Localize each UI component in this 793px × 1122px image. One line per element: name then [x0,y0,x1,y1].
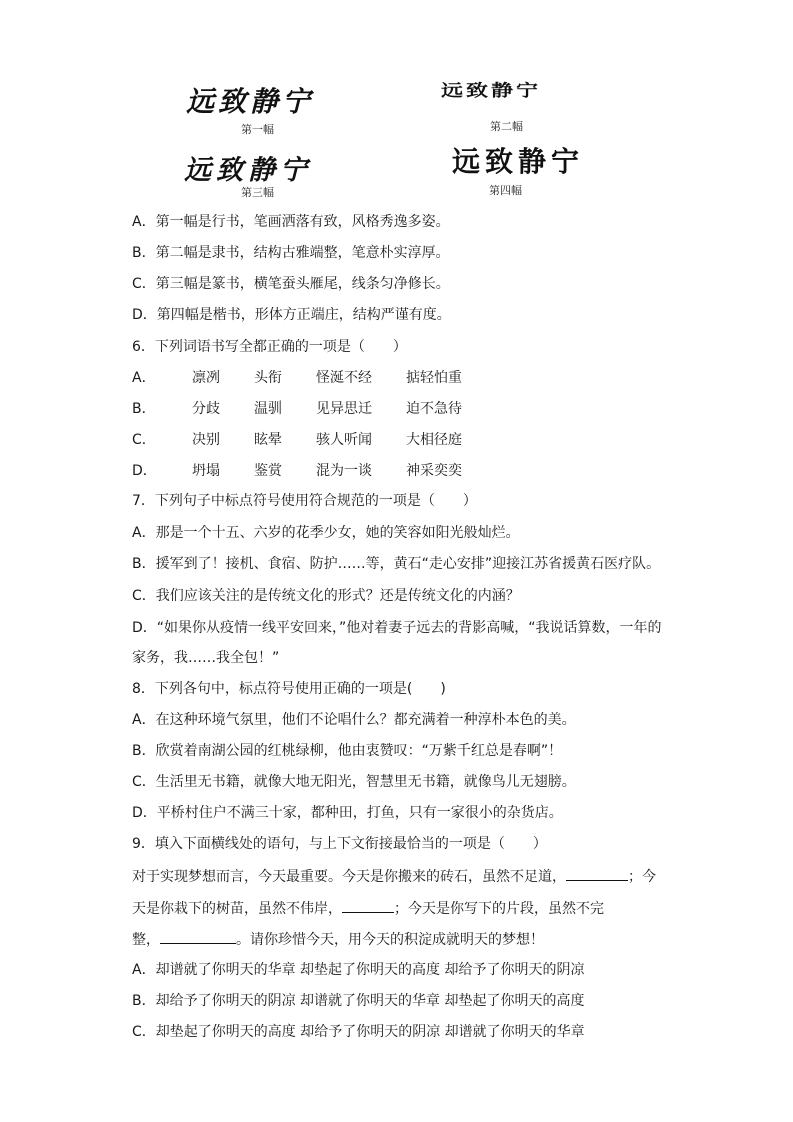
calligraphy-caption-3: 第三幅 [241,186,274,199]
q8-option-b: B．欣赏着南湖公园的红桃绿柳，他由衷赞叹：“万紫千红总是春啊”！ [132,743,563,759]
word: 头衔 [254,370,282,386]
word: 见异思迁 [316,401,372,417]
q5-option-d: D．第四幅是楷书，形体方正端庄，结构严谨有度。 [132,307,451,323]
passage-text: 天是你栽下的树苗，虽然不伟岸， [132,901,342,917]
calligraphy-sample-1: 远致静宁 [186,85,315,118]
q8-stem: 8．下列各句中，标点符号使用正确的一项是( ) [132,681,446,697]
q9-passage-line2 [132,898,604,918]
q7-option-b: B．援军到了！接机、食宿、防护……等，黄石“走心安排”迎接江苏省援黄石医疗队。 [132,556,661,572]
q9-option-a: A．却谱就了你明天的华章 却垫起了你明天的高度 却给予了你明天的阴凉 [132,962,585,978]
q7-option-c: C．我们应该关注的是传统文化的形式？还是传统文化的内涵？ [132,588,520,604]
word: 决别 [192,432,220,448]
word: 凛冽 [192,370,220,386]
option-label: A． [132,370,156,386]
q9-passage-line1 [132,866,656,886]
q8-option-d: D．平桥村住户不满三十家，都种田，打鱼，只有一家很小的杂货店。 [132,805,563,821]
q8-option-a: A．在这种环境气氛里，他们不论唱什么？都充满着一种淳朴本色的美。 [132,712,576,728]
option-label: B． [132,401,156,417]
q9-passage-line3 [132,929,544,949]
fill-blank-3 [160,929,236,944]
q5-option-b: B．第二幅是隶书，结构古雅端整，笔意朴实淳厚。 [132,245,450,261]
calligraphy-caption-2: 第二幅 [490,120,523,133]
word: 坍塌 [192,463,220,479]
q8-option-c: C．生活里无书籍，就像大地无阳光，智慧里无书籍，就像鸟儿无翅膀。 [132,774,576,790]
q9-option-c: C．却垫起了你明天的高度 却给予了你明天的阴凉 却谱就了你明天的华章 [132,1024,585,1040]
calligraphy-caption-4: 第四幅 [489,184,522,197]
passage-text: 对于实现梦想而言，今天最重要。今天是你搬来的砖石，虽然不足道， [132,869,566,885]
word: 神采奕奕 [406,463,462,479]
word: 眩晕 [254,432,282,448]
calligraphy-sample-4: 远致静宁 [452,145,585,178]
q5-option-a: A．第一幅是行书，笔画洒落有致，风格秀逸多姿。 [132,214,450,230]
word: 混为一谈 [316,463,372,479]
word: 怪涎不经 [316,370,372,386]
passage-text: 。请你珍惜今天，用今天的积淀成就明天的梦想！ [236,932,544,948]
passage-text: ；今 [628,869,656,885]
q5-option-c: C．第三幅是篆书，横笔蚕头雁尾，线条匀净修长。 [132,276,450,292]
q7-stem: 7．下列句子中标点符号使用符合规范的一项是（ ） [132,493,477,509]
word: 分歧 [192,401,220,417]
calligraphy-caption-1: 第一幅 [241,123,274,136]
word: 骇人听闻 [316,432,372,448]
q6-stem: 6．下列词语书写全都正确的一项是（ ） [132,339,407,355]
q6-option-a [132,369,468,387]
q7-option-d-line2: 家务，我……我全包！” [132,650,280,666]
q7-option-a: A．那是一个十五、六岁的花季少女，她的笑容如阳光般灿烂。 [132,525,520,541]
calligraphy-sample-2: 远致静宁 [441,81,542,101]
fill-blank-1 [566,866,628,881]
word: 温驯 [254,401,282,417]
option-label: D． [132,463,157,479]
q6-option-b [132,400,468,418]
calligraphy-sample-3: 远致静宁 [184,155,312,186]
word: 大相径庭 [406,432,462,448]
fill-blank-2 [342,898,394,913]
q9-stem: 9．填入下面横线处的语句，与上下文衔接最恰当的一项是（ ） [132,836,547,852]
word: 迫不急待 [406,401,462,417]
word: 鉴赏 [254,463,282,479]
q6-option-c [132,431,468,449]
q6-option-d [132,462,468,480]
option-label: C． [132,432,156,448]
passage-text: ；今天是你写下的片段，虽然不完 [394,901,604,917]
word: 掂轻怕重 [406,370,462,386]
q9-option-b: B．却给予了你明天的阴凉 却谱就了你明天的华章 却垫起了你明天的高度 [132,993,585,1009]
q7-option-d-line1: D．“如果你从疫情一线平安回来，”他对着妻子远去的背影高喊，“我说话算数，一年的 [132,620,662,636]
passage-text: 整， [132,932,160,948]
